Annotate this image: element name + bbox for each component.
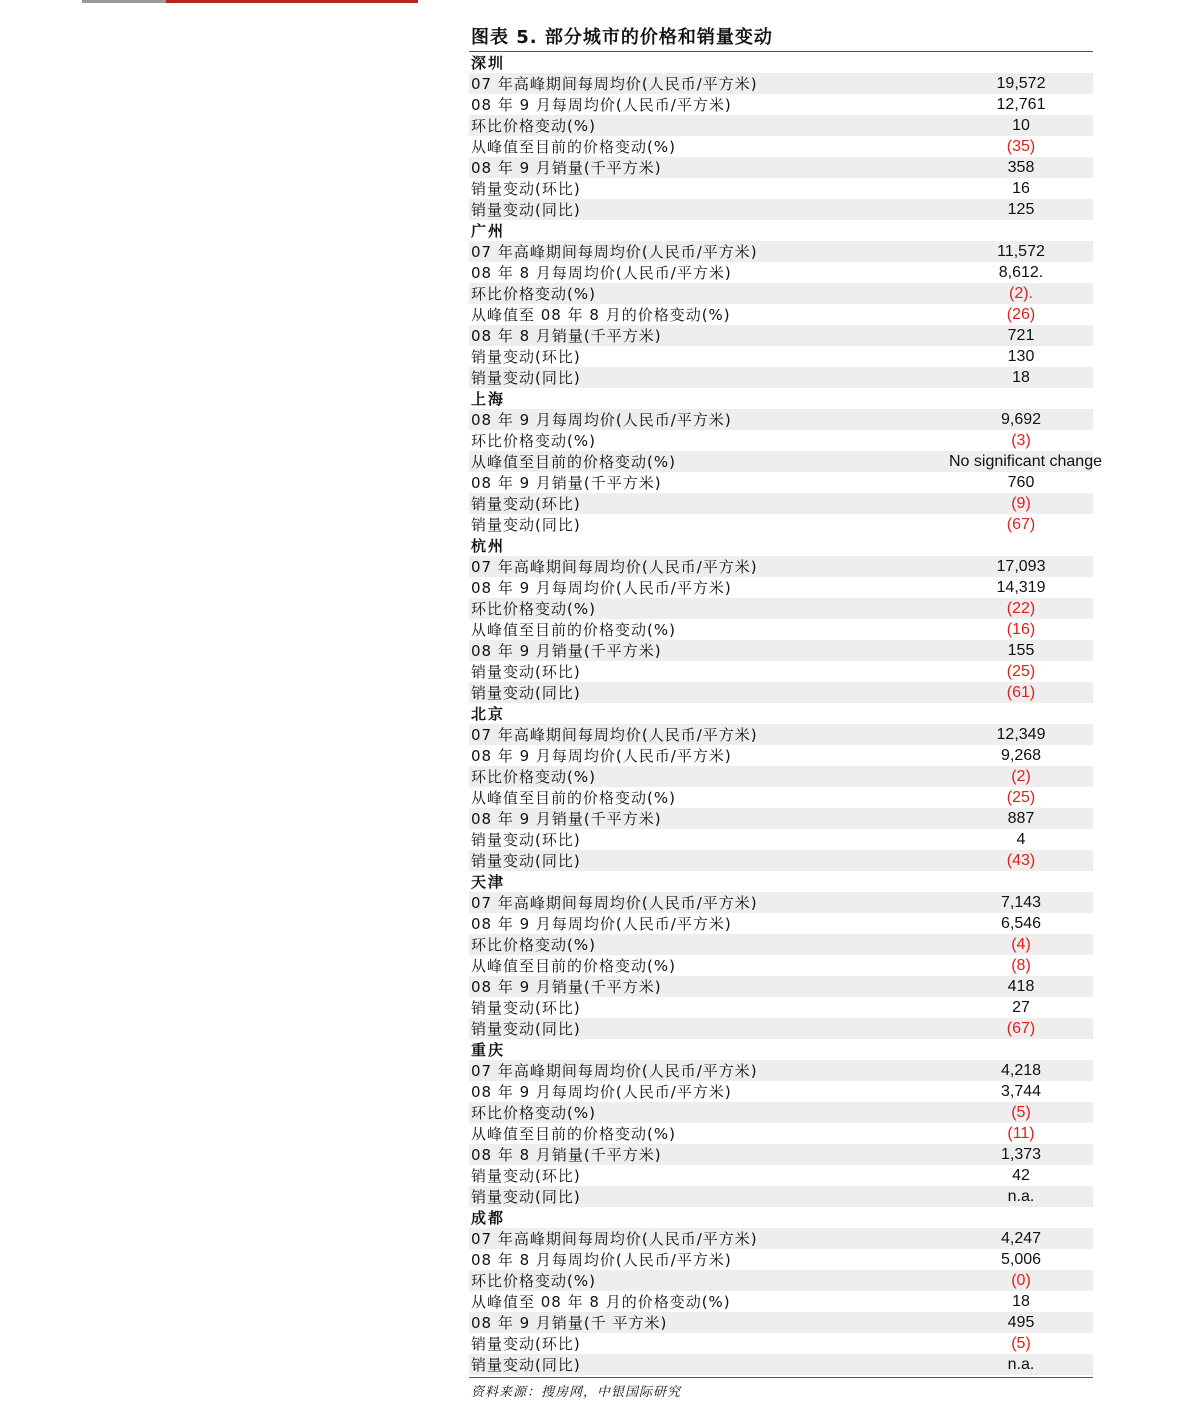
row-value: (3) xyxy=(1011,431,1031,449)
row-label: 07 年高峰期间每周均价(人民币/平方米) xyxy=(471,1230,758,1248)
row-label: 从峰值至目前的价格变动(%) xyxy=(471,789,676,807)
row-value: 887 xyxy=(1007,809,1035,827)
row-value: 4,218 xyxy=(1000,1061,1042,1079)
row-label: 销量变动(同比) xyxy=(471,369,581,387)
table-row xyxy=(469,1312,1093,1333)
row-label: 销量变动(同比) xyxy=(471,1188,581,1206)
row-value: 18 xyxy=(1012,1292,1030,1310)
row-value: 9,692 xyxy=(1000,410,1042,428)
table-row xyxy=(469,682,1093,703)
row-label: 08 年 9 月销量(千 平方米) xyxy=(471,1314,668,1332)
table-row xyxy=(469,1228,1093,1249)
row-label: 08 年 9 月每周均价(人民币/平方米) xyxy=(471,915,732,933)
row-value: (43) xyxy=(1006,851,1036,869)
row-label: 08 年 8 月销量(千平方米) xyxy=(471,327,662,345)
row-value: (8) xyxy=(1011,956,1031,974)
table-row xyxy=(469,1186,1093,1207)
row-value: 721 xyxy=(1007,326,1035,344)
row-value: 12,349 xyxy=(996,725,1046,743)
row-label: 从峰值至目前的价格变动(%) xyxy=(471,1125,676,1143)
city-header-row xyxy=(469,535,1093,556)
table-row xyxy=(469,115,1093,136)
city-name: 广州 xyxy=(471,222,506,240)
row-value: 12,761 xyxy=(996,95,1046,113)
row-value: 130 xyxy=(1007,347,1035,365)
row-value: 418 xyxy=(1007,977,1035,995)
row-label: 从峰值至目前的价格变动(%) xyxy=(471,621,676,639)
header-accent-gray xyxy=(82,0,166,3)
row-label: 08 年 8 月每周均价(人民币/平方米) xyxy=(471,1251,732,1269)
table-bottom-rule xyxy=(469,1377,1093,1378)
table-row xyxy=(469,94,1093,115)
table-row xyxy=(469,808,1093,829)
city-header-row xyxy=(469,1039,1093,1060)
row-value: (11) xyxy=(1007,1124,1035,1142)
table-row xyxy=(469,850,1093,871)
row-value: (9) xyxy=(1011,494,1031,512)
row-label: 08 年 9 月每周均价(人民币/平方米) xyxy=(471,747,732,765)
row-label: 07 年高峰期间每周均价(人民币/平方米) xyxy=(471,558,758,576)
row-label: 08 年 8 月销量(千平方米) xyxy=(471,1146,662,1164)
table-row xyxy=(469,1102,1093,1123)
figure-source: 资料来源：搜房网，中银国际研究 xyxy=(471,1385,682,1400)
table-row xyxy=(469,1333,1093,1354)
row-value: 358 xyxy=(1007,158,1035,176)
row-value: 5,006 xyxy=(1000,1250,1042,1268)
table-row xyxy=(469,934,1093,955)
row-label: 销量变动(环比) xyxy=(471,348,581,366)
table-row xyxy=(469,262,1093,283)
row-value: (5) xyxy=(1011,1334,1031,1352)
row-value: (61) xyxy=(1006,683,1036,701)
row-value: (25) xyxy=(1006,662,1036,680)
row-value: 42 xyxy=(1012,1166,1030,1184)
table-row xyxy=(469,1270,1093,1291)
row-label: 08 年 9 月销量(千平方米) xyxy=(471,810,662,828)
row-value: 155 xyxy=(1007,641,1035,659)
city-header-row xyxy=(469,220,1093,241)
row-label: 环比价格变动(%) xyxy=(471,1104,596,1122)
table-row xyxy=(469,661,1093,682)
row-label: 从峰值至目前的价格变动(%) xyxy=(471,957,676,975)
table-row xyxy=(469,913,1093,934)
header-accent-red xyxy=(166,0,418,3)
row-label: 环比价格变动(%) xyxy=(471,936,596,954)
table-row xyxy=(469,199,1093,220)
row-label: 从峰值至 08 年 8 月的价格变动(%) xyxy=(471,306,731,324)
row-label: 环比价格变动(%) xyxy=(471,117,596,135)
table-row xyxy=(469,430,1093,451)
row-label: 07 年高峰期间每周均价(人民币/平方米) xyxy=(471,894,758,912)
row-value: (26) xyxy=(1006,305,1036,323)
row-value: (25) xyxy=(1006,788,1036,806)
row-label: 销量变动(环比) xyxy=(471,495,581,513)
row-label: 环比价格变动(%) xyxy=(471,768,596,786)
row-value: 125 xyxy=(1007,200,1035,218)
table-row xyxy=(469,1123,1093,1144)
city-name: 杭州 xyxy=(471,537,506,555)
row-label: 销量变动(环比) xyxy=(471,999,581,1017)
row-label: 从峰值至 08 年 8 月的价格变动(%) xyxy=(471,1293,731,1311)
table-row xyxy=(469,514,1093,535)
table-row xyxy=(469,640,1093,661)
city-header-row xyxy=(469,703,1093,724)
table-row xyxy=(469,493,1093,514)
row-label: 08 年 9 月销量(千平方米) xyxy=(471,642,662,660)
row-value: 9,268 xyxy=(1000,746,1042,764)
row-value: 11,572 xyxy=(997,242,1045,260)
table-row xyxy=(469,157,1093,178)
row-label: 销量变动(同比) xyxy=(471,516,581,534)
city-name: 天津 xyxy=(471,873,506,891)
row-value: 17,093 xyxy=(996,557,1046,575)
table-row xyxy=(469,136,1093,157)
row-label: 销量变动(环比) xyxy=(471,180,581,198)
table-row xyxy=(469,325,1093,346)
table-row xyxy=(469,955,1093,976)
row-label: 销量变动(环比) xyxy=(471,1335,581,1353)
row-value: 1,373 xyxy=(1000,1145,1042,1163)
row-label: 环比价格变动(%) xyxy=(471,285,596,303)
row-value: (4) xyxy=(1011,935,1031,953)
row-value: (67) xyxy=(1006,515,1036,533)
row-label: 08 年 9 月每周均价(人民币/平方米) xyxy=(471,579,732,597)
table-row xyxy=(469,1249,1093,1270)
table-row xyxy=(469,556,1093,577)
row-label: 07 年高峰期间每周均价(人民币/平方米) xyxy=(471,726,758,744)
row-value: (5) xyxy=(1011,1103,1031,1121)
table-row xyxy=(469,766,1093,787)
row-label: 08 年 9 月销量(千平方米) xyxy=(471,978,662,996)
row-value: (22) xyxy=(1006,599,1036,617)
city-header-row xyxy=(469,871,1093,892)
row-label: 08 年 9 月每周均价(人民币/平方米) xyxy=(471,96,732,114)
row-label: 从峰值至目前的价格变动(%) xyxy=(471,138,676,156)
table-row xyxy=(469,241,1093,262)
city-header-row xyxy=(469,1207,1093,1228)
row-value: 19,572 xyxy=(996,74,1046,92)
city-name: 成都 xyxy=(471,1209,506,1227)
row-value: 7,143 xyxy=(1000,893,1042,911)
row-value: 27 xyxy=(1012,998,1030,1016)
table-body xyxy=(469,52,1102,1375)
city-name: 深圳 xyxy=(471,54,506,72)
city-name: 重庆 xyxy=(471,1041,506,1059)
table-row xyxy=(469,577,1093,598)
row-label: 销量变动(同比) xyxy=(471,852,581,870)
table-row xyxy=(469,304,1093,325)
row-value: (0) xyxy=(1011,1271,1031,1289)
row-label: 销量变动(同比) xyxy=(471,684,581,702)
row-label: 07 年高峰期间每周均价(人民币/平方米) xyxy=(471,1062,758,1080)
row-value: 4 xyxy=(1016,830,1026,848)
row-label: 环比价格变动(%) xyxy=(471,432,596,450)
row-value: (67) xyxy=(1006,1019,1036,1037)
row-label: 07 年高峰期间每周均价(人民币/平方米) xyxy=(471,243,758,261)
row-label: 08 年 9 月销量(千平方米) xyxy=(471,159,662,177)
row-value: 495 xyxy=(1007,1313,1035,1331)
table-row xyxy=(469,409,1093,430)
row-value: n.a. xyxy=(1007,1355,1035,1373)
row-label: 08 年 9 月销量(千平方米) xyxy=(471,474,662,492)
table-row xyxy=(469,619,1093,640)
figure-title: 图表 5. 部分城市的价格和销量变动 xyxy=(469,25,1093,52)
row-label: 环比价格变动(%) xyxy=(471,1272,596,1290)
table-row xyxy=(469,451,1102,472)
row-label: 销量变动(同比) xyxy=(471,201,581,219)
row-label: 销量变动(环比) xyxy=(471,663,581,681)
row-label: 销量变动(环比) xyxy=(471,831,581,849)
row-value: 10 xyxy=(1012,116,1030,134)
table-row xyxy=(469,1291,1093,1312)
row-value: 3,744 xyxy=(1000,1082,1042,1100)
table-row xyxy=(469,346,1093,367)
row-label: 07 年高峰期间每周均价(人民币/平方米) xyxy=(471,75,758,93)
row-value: (16) xyxy=(1006,620,1036,638)
row-label: 销量变动(同比) xyxy=(471,1356,581,1374)
city-header-row xyxy=(469,388,1093,409)
table-row xyxy=(469,1018,1093,1039)
row-value: 16 xyxy=(1012,179,1030,197)
row-label: 销量变动(同比) xyxy=(471,1020,581,1038)
city-name: 上海 xyxy=(471,390,506,408)
table-row xyxy=(469,178,1093,199)
table-row xyxy=(469,1144,1093,1165)
table-row xyxy=(469,997,1093,1018)
figure-table xyxy=(469,25,1102,1400)
row-value: 4,247 xyxy=(1000,1229,1042,1247)
table-row xyxy=(469,829,1093,850)
row-value: No significant change xyxy=(949,452,1102,470)
row-value: 760 xyxy=(1007,473,1035,491)
table-row xyxy=(469,1165,1093,1186)
city-name: 北京 xyxy=(471,705,506,723)
row-label: 从峰值至目前的价格变动(%) xyxy=(471,453,676,471)
row-value: 8,612. xyxy=(998,263,1044,281)
row-value: 18 xyxy=(1012,368,1030,386)
row-label: 08 年 8 月每周均价(人民币/平方米) xyxy=(471,264,732,282)
table-row xyxy=(469,787,1093,808)
table-row xyxy=(469,283,1093,304)
table-row xyxy=(469,1354,1093,1375)
row-value: (2) xyxy=(1011,767,1031,785)
table-row xyxy=(469,598,1093,619)
row-label: 环比价格变动(%) xyxy=(471,600,596,618)
table-row xyxy=(469,367,1093,388)
row-value: (35) xyxy=(1006,137,1036,155)
city-header-row xyxy=(469,52,1093,73)
table-row xyxy=(469,1081,1093,1102)
table-row xyxy=(469,724,1093,745)
row-label: 08 年 9 月每周均价(人民币/平方米) xyxy=(471,411,732,429)
table-row xyxy=(469,745,1093,766)
table-row xyxy=(469,976,1093,997)
row-label: 销量变动(环比) xyxy=(471,1167,581,1185)
table-row xyxy=(469,892,1093,913)
table-row xyxy=(469,472,1093,493)
row-value: (2). xyxy=(1009,284,1033,302)
row-value: 14,319 xyxy=(996,578,1046,596)
table-row xyxy=(469,73,1093,94)
row-value: n.a. xyxy=(1007,1187,1035,1205)
table-row xyxy=(469,1060,1093,1081)
row-label: 08 年 9 月每周均价(人民币/平方米) xyxy=(471,1083,732,1101)
row-value: 6,546 xyxy=(1000,914,1042,932)
